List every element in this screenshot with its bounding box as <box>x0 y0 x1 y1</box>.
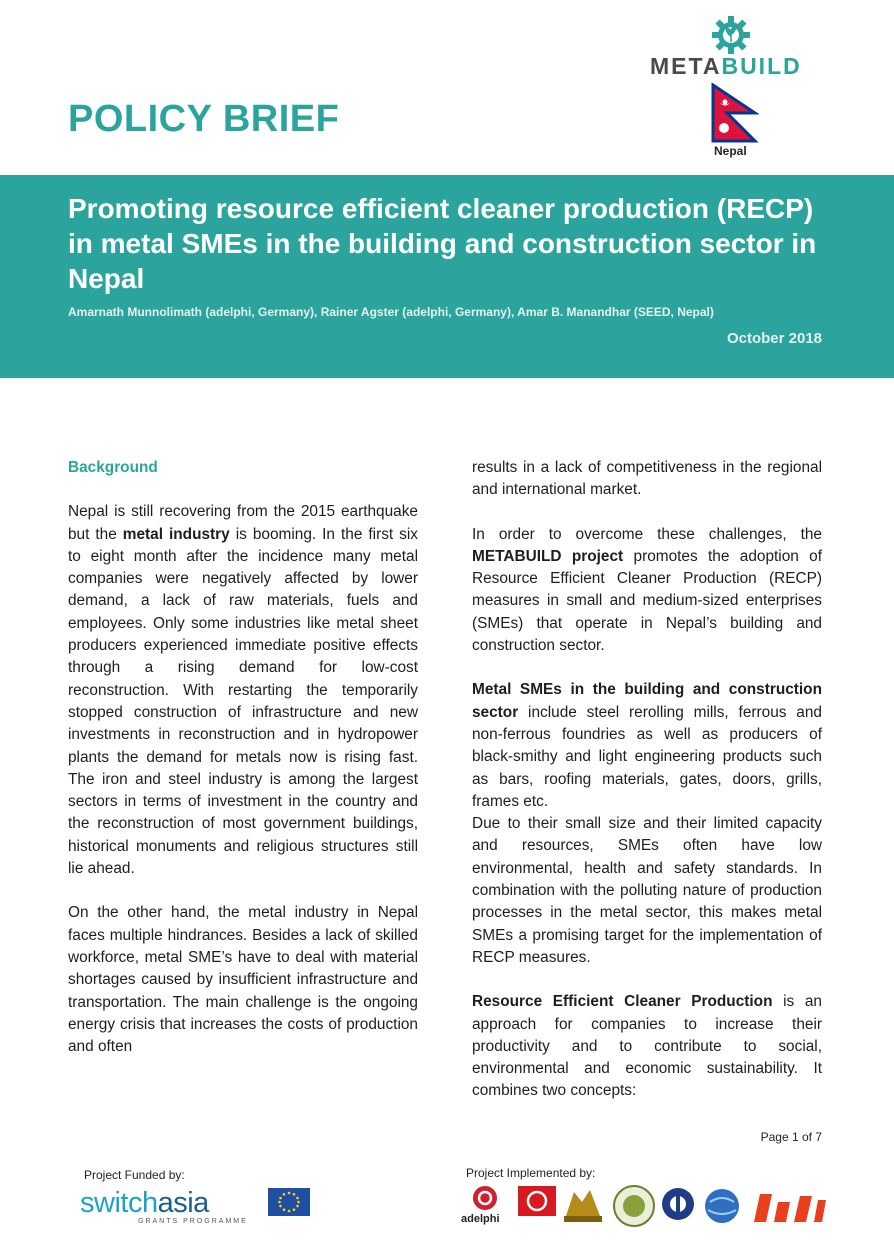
paragraph <box>68 501 418 880</box>
implemented-by-label: Project Implemented by: <box>466 1166 596 1180</box>
logo-meta: META <box>650 53 722 79</box>
dcci-logo-icon <box>564 1190 602 1222</box>
nepal-flag-icon <box>711 83 759 143</box>
logo-asia: asia <box>157 1187 209 1219</box>
teri-logo-icon <box>754 1194 826 1222</box>
text-run: In order to overcome these challenges, the <box>472 525 822 543</box>
text-run: is an approach for companies to increase their productivity and to contribute to social, environmental and economic sustainability. It combines two concepts: <box>472 993 822 1100</box>
bold-term: Resource Efficient Cleaner Production <box>472 993 773 1011</box>
seed-logo-icon <box>662 1188 694 1220</box>
globe-logo-icon <box>705 1189 739 1223</box>
paragraph: results in a lack of competitiveness in the regional and international market. <box>472 459 822 499</box>
adelphi-logo-icon <box>473 1186 497 1210</box>
text-run: is booming. In the first six to eight month after the incidence many metal companies were negatively affected by lower demand, a lack of raw materials, fuels and employees. Only some industries like metal sheet producers experienced immediate positive effects through a rising demand for low-cost reconstruction. With restarting the temporarily stopped construction of infrastructure and new investments in reconstruction and in hydropower plants the demand for metals now is rising fast. The iron and steel industry is among the largest sectors in terms of investment in the country and the reconstruction of most government buildings, historical monuments and religious structures still lie ahead. <box>68 525 418 878</box>
adelphi-logo-text: adelphi <box>461 1213 500 1225</box>
logo-build: BUILD <box>721 53 802 79</box>
publication-date: October 2018 <box>726 330 822 347</box>
country-label: Nepal <box>714 144 747 158</box>
grants-programme-text: GRANTS PROGRAMME <box>138 1218 248 1225</box>
switchasia-logo <box>80 1187 209 1220</box>
federation-seal-logo-icon <box>614 1186 654 1226</box>
paragraph <box>472 524 822 658</box>
right-column <box>472 457 822 1103</box>
document-type-heading: POLICY BRIEF <box>68 98 340 140</box>
left-column <box>68 457 418 1058</box>
paragraph <box>472 679 822 813</box>
metabuild-gear-icon <box>710 14 752 56</box>
paragraph: On the other hand, the metal industry in Nepal faces multiple hindrances. Besides a lack of skilled workforce, metal SME’s have to deal with material shortages caused by insufficient infrastructure and transportation. The main challenge is the ongoing energy crisis that increases the costs of production and often <box>68 904 418 1056</box>
text-run: include steel rerolling mills, ferrous and non-ferrous foundries as well as producers of black-smithy and light engineering products such as bars, roofing materials, gates, doors, grills, frames etc. <box>472 703 822 810</box>
metabuild-logo-text <box>650 53 802 80</box>
logo-switch: switch <box>80 1187 158 1219</box>
funded-by-label: Project Funded by: <box>84 1168 185 1182</box>
bold-term: metal industry <box>122 525 230 543</box>
document-title: Promoting resource efficient cleaner production (RECP) in metal SMEs in the building and construction sector in Nepal <box>68 193 817 294</box>
text-run: promotes the adoption of Resource Efficient Cleaner Production (RECP) measures in small and medium-sized enterprises (SMEs) that operate in Nepal’s building and construction sector. <box>472 547 822 655</box>
bold-term: METABUILD project <box>472 547 624 565</box>
paragraph <box>472 991 822 1102</box>
eu-flag-icon <box>268 1188 310 1216</box>
page-number: Page 1 of 7 <box>760 1130 822 1144</box>
bold-term: Metal SMEs in the building and construction sector <box>472 681 822 721</box>
text-run: Nepal is still recovering from the 2015 earthquake but the <box>68 503 418 543</box>
austria-recycling-logo-icon <box>518 1186 556 1216</box>
authors-line: Amarnath Munnolimath (adelphi, Germany), Rainer Agster (adelphi, Germany), Amar B. Manandhar (SEED, Nepal) <box>68 305 714 319</box>
partner-logos <box>460 1182 830 1230</box>
paragraph: Due to their small size and their limited capacity and resources, SMEs often have low environmental, health and safety standards. In combination with the polluting nature of production processes in the metal sector, this makes metal SMEs a promising target for the implementation of RECP measures. <box>472 815 822 966</box>
section-heading-background: Background <box>68 459 158 476</box>
